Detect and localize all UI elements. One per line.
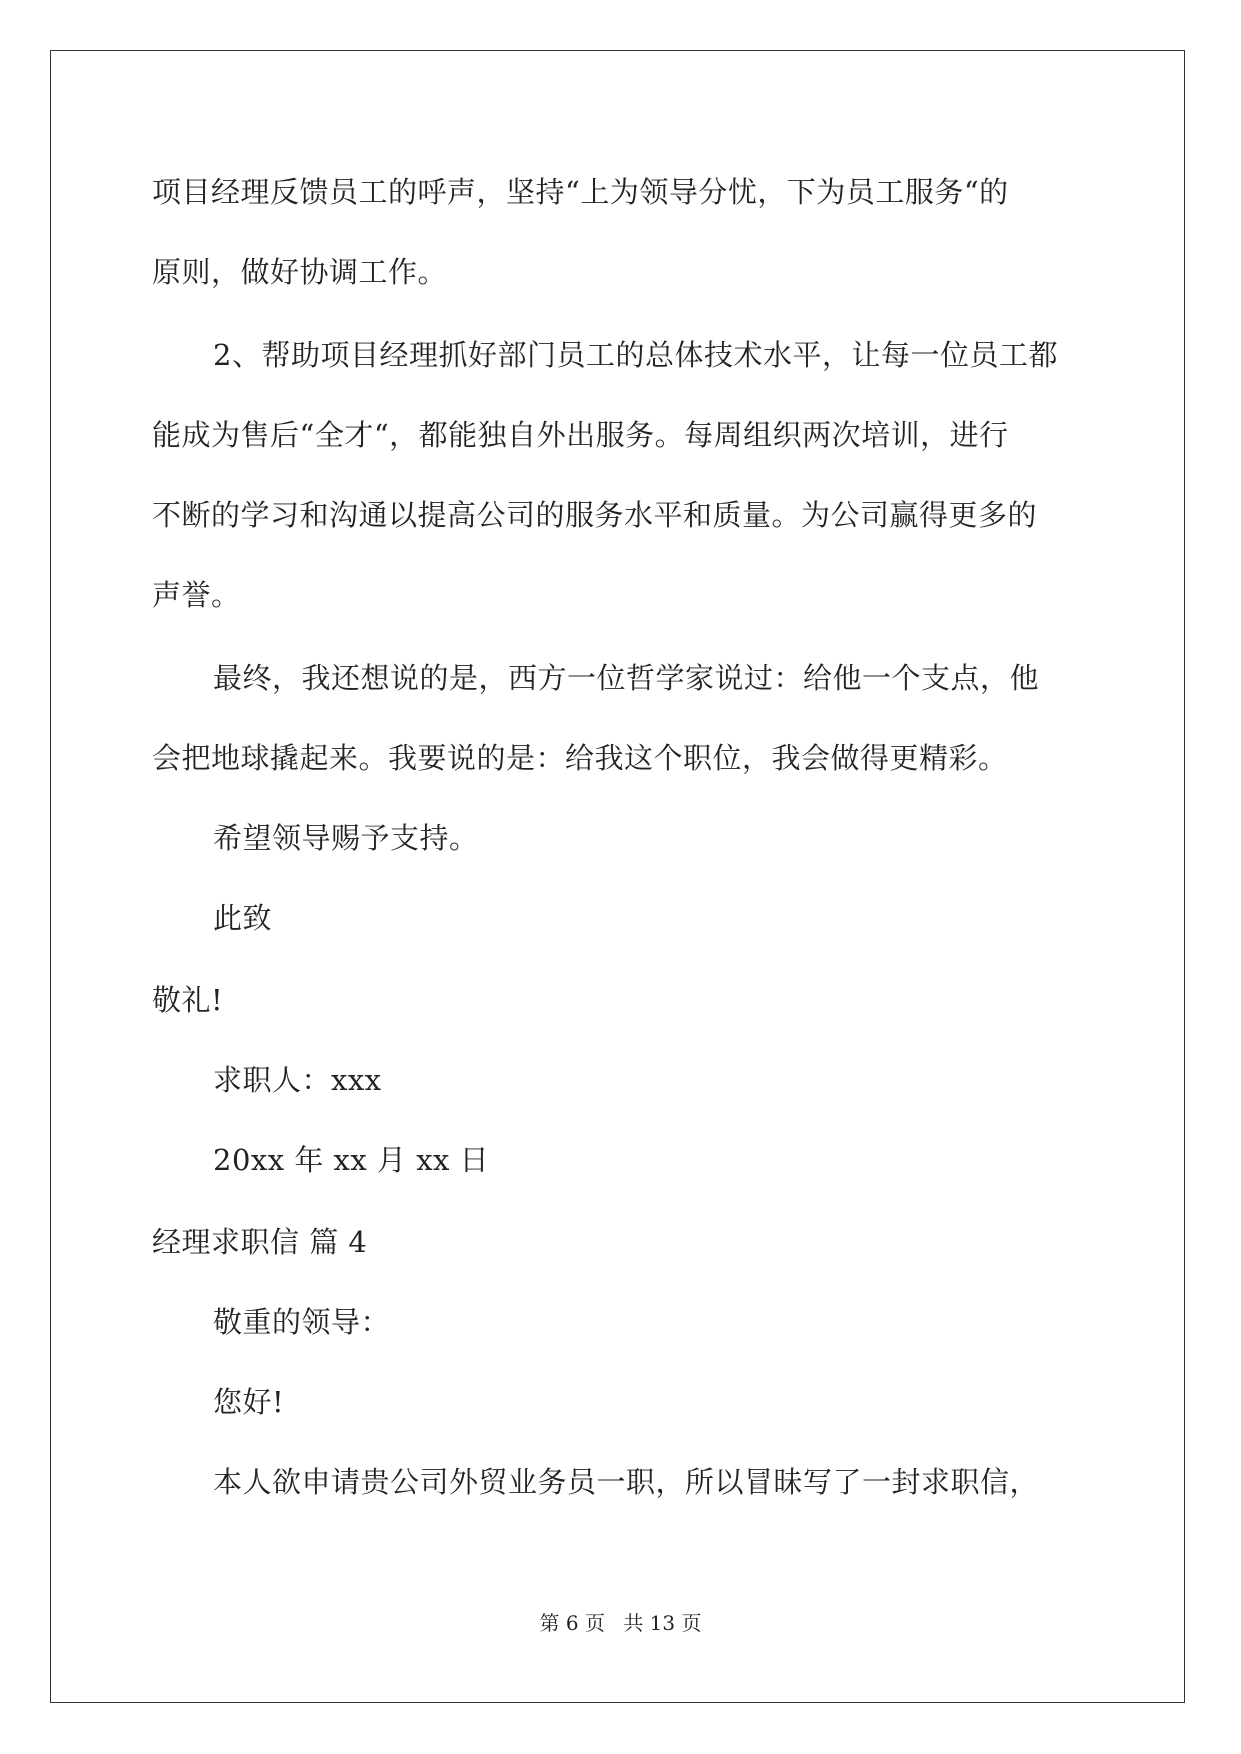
text-line: 20xx 年 xx 月 xx 日: [213, 1143, 490, 1177]
text-line: 不断的学习和沟通以提高公司的服务水平和质量。为公司赢得更多的: [152, 498, 1038, 532]
text-line: 敬礼!: [152, 983, 224, 1017]
page-border: [50, 50, 1185, 1703]
text-line: 希望领导赐予支持。: [213, 821, 479, 855]
page-footer: [0, 1610, 1241, 1636]
text-line: 您好!: [213, 1385, 285, 1419]
page-total: 共 13 页: [623, 1611, 702, 1635]
text-line: 敬重的领导：: [213, 1305, 391, 1339]
text-line: 声誉。: [152, 578, 241, 612]
text-line: 会把地球撬起来。我要说的是：给我这个职位，我会做得更精彩。: [152, 741, 1008, 775]
text-line: 此致: [213, 901, 273, 935]
text-line: 项目经理反馈员工的呼声，坚持“上为领导分忧，下为员工服务“的: [152, 175, 1009, 209]
text-line: 2、帮助项目经理抓好部门员工的总体技术水平，让每一位员工都: [213, 338, 1058, 372]
text-line: 原则，做好协调工作。: [152, 255, 448, 289]
page-number: 第 6 页: [539, 1611, 605, 1635]
text-line: 能成为售后“全才“，都能独自外出服务。每周组织两次培训，进行: [152, 418, 1009, 452]
text-line: 最终，我还想说的是，西方一位哲学家说过：给他一个支点，他: [213, 661, 1040, 695]
text-line: 本人欲申请贵公司外贸业务员一职，所以冒昧写了一封求职信，: [213, 1465, 1040, 1499]
section-heading: 经理求职信 篇 4: [152, 1225, 368, 1259]
text-line: 求职人：xxx: [213, 1063, 382, 1097]
